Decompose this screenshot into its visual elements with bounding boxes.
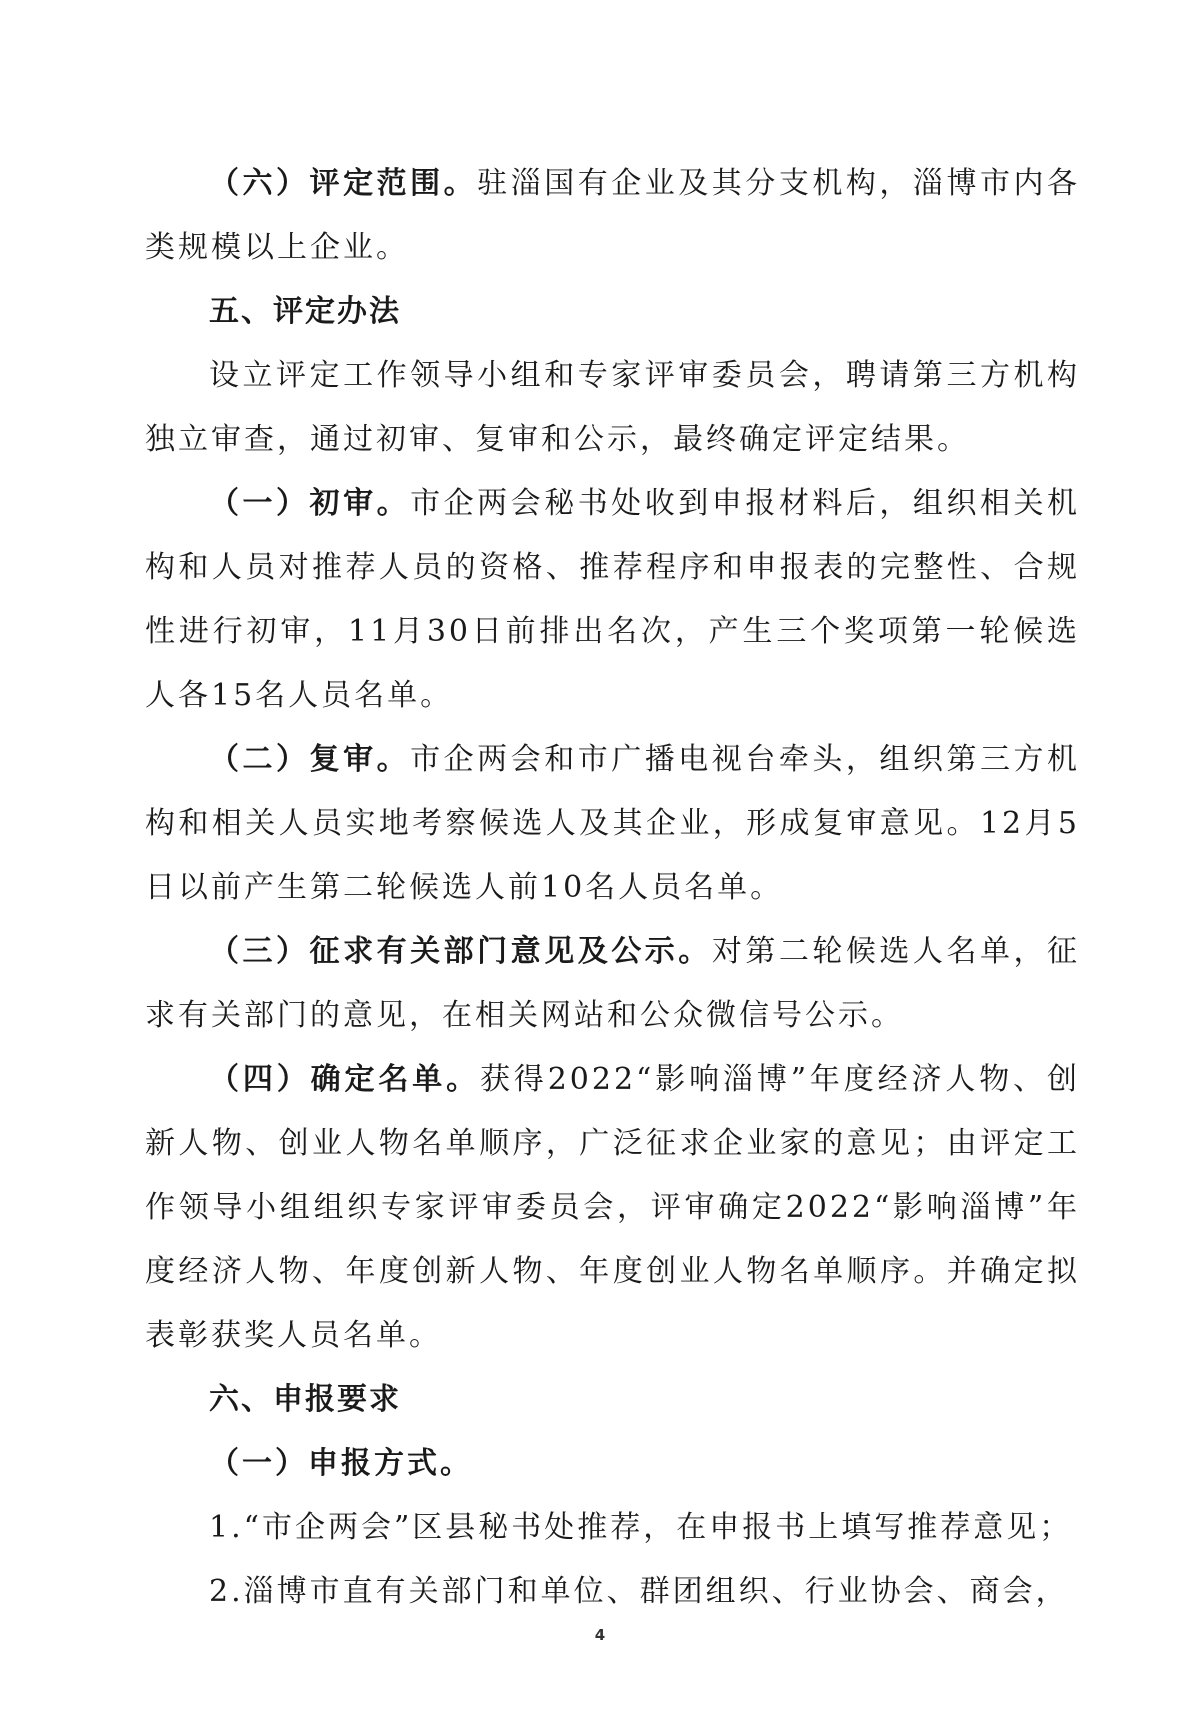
paragraph-preliminary-review: [145, 472, 1080, 728]
paragraph-second-review: [145, 728, 1080, 920]
paragraph-text: 获得2022“影响淄博”年度经济人物、创新人物、创业人物名单顺序，广泛征求企业家的意见；由评定工作领导小组组织专家评审委员会，评审确定2022“影响淄博”年度经济人物、年度创新人物、年度创业人物名单顺序。并确定拟表彰获奖人员名单。: [145, 1062, 1080, 1353]
paragraph-lead: （二）复审。: [209, 742, 411, 777]
paragraph-text: 驻淄国有企业及其分支机构，淄博市内各类规模以上企业。: [145, 166, 1081, 265]
list-item: 1.“市企两会”区县秘书处推荐，在申报书上填写推荐意见；: [209, 1510, 1073, 1545]
paragraph-lead: （三）征求有关部门意见及公示。: [209, 934, 712, 969]
section-heading-evaluation-method: 五、评定办法: [209, 294, 401, 329]
paragraph-evaluation-scope: [145, 152, 1080, 280]
paragraph-publicity: [145, 920, 1080, 1048]
paragraph-lead: （一）初审。: [209, 486, 411, 521]
page-number: 4: [594, 1626, 606, 1644]
paragraph-method-intro: [145, 344, 1080, 472]
paragraph-text: 市企两会秘书处收到申报材料后，组织相关机构和人员对推荐人员的资格、推荐程序和申报表的完整性、合规性进行初审，11月30日前排出名次，产生三个奖项第一轮候选人各15名人员名单。: [145, 486, 1081, 713]
list-item: 2.淄博市直有关部门和单位、群团组织、行业协会、商会，: [209, 1574, 1069, 1609]
paragraph-text: 市企两会和市广播电视台牵头，组织第三方机构和相关人员实地考察候选人及其企业，形成复审意见。12月5日以前产生第二轮候选人前10名人员名单。: [145, 742, 1081, 905]
sub-heading-application-method: （一）申报方式。: [209, 1446, 473, 1481]
paragraph-final-list: [145, 1048, 1080, 1368]
paragraph-lead: （六）评定范围。: [209, 166, 478, 201]
section-heading-application-requirements: 六、申报要求: [209, 1382, 401, 1417]
paragraph-text: 设立评定工作领导小组和专家评审委员会，聘请第三方机构独立审查，通过初审、复审和公示，最终确定评定结果。: [145, 358, 1080, 457]
document-body: [145, 152, 1080, 1624]
paragraph-text: 对第二轮候选人名单，征求有关部门的意见，在相关网站和公众微信号公示。: [145, 934, 1081, 1033]
paragraph-lead: （四）确定名单。: [209, 1062, 480, 1097]
